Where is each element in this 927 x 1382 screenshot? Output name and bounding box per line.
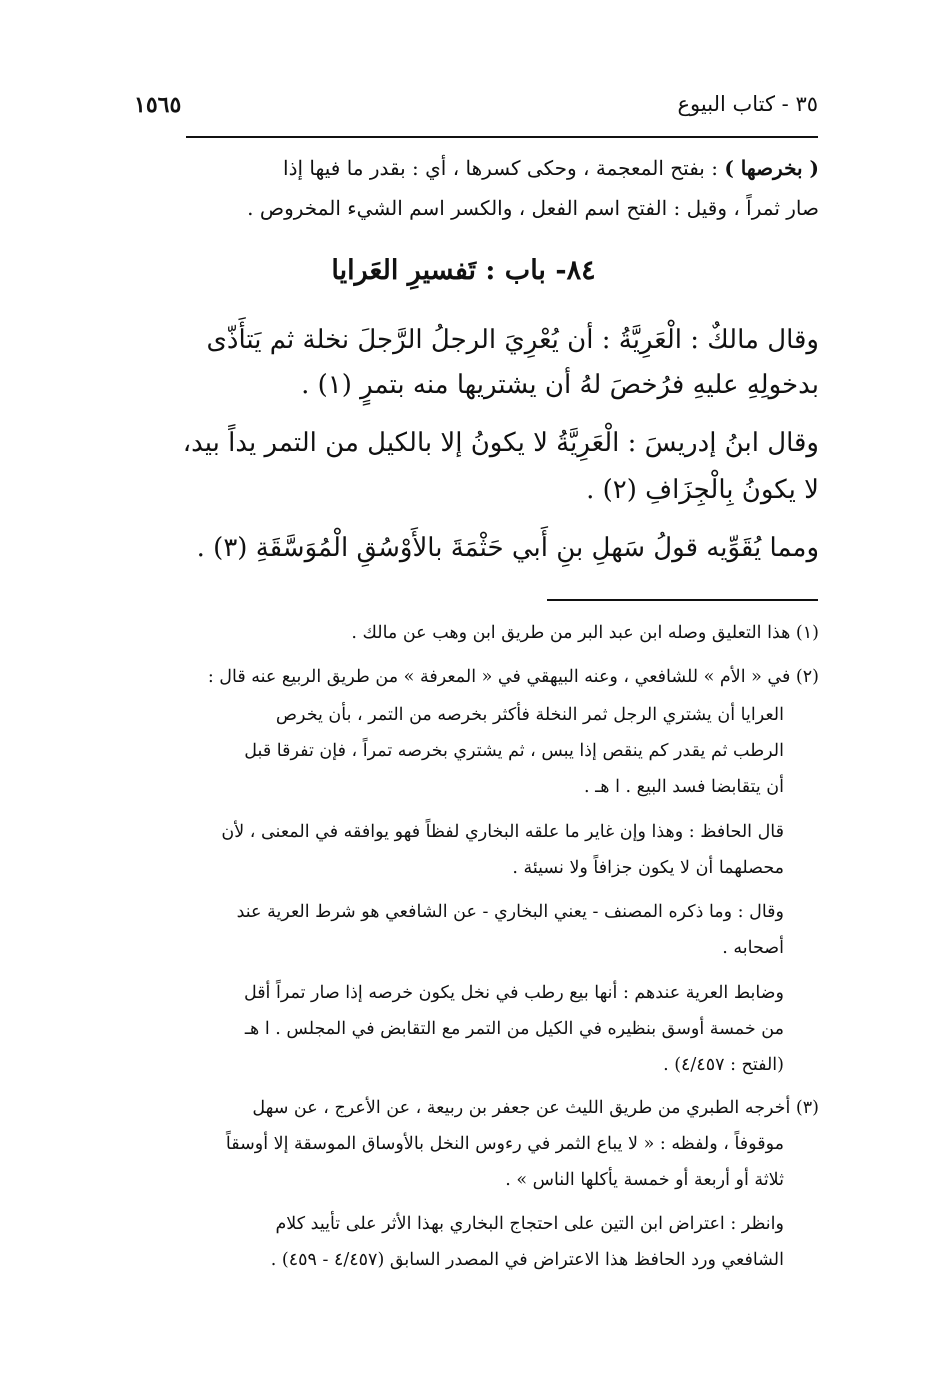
footnote-line-15: ثلاثة أو أربعة أو خمسة يأكلها الناس » .	[505, 1170, 784, 1190]
page-header	[134, 92, 818, 128]
intro-line-1	[283, 156, 819, 180]
footnote-line-10: وضابط العرية عندهم : أنها بيع رطب في نخل يكون خرصه إذا صار تمراً أقل	[243, 983, 784, 1003]
footnote-line-16: وانظر : اعتراض ابن التين على احتجاج البخاري بهذا الأثر على تأييد كلام	[275, 1214, 784, 1234]
header-rule	[186, 136, 818, 138]
footnote-line-4: الرطب ثم يقدر كم ينقص إذا يبس ، ثم يشتري بخرصه تمراً ، فإن تفرقا قبل	[244, 741, 784, 761]
footnote-line-17: الشافعي ورد الحافظ هذا الاعتراض في المصدر السابق (٤/٤٥٧ - ٤٥٩) .	[270, 1250, 784, 1270]
footnote-line-8: وقال : وما ذكره المصنف - يعني البخاري - عن الشافعي هو شرط العرية عند	[236, 902, 784, 922]
main-line-4: لا يكونُ بِالْجِزَافِ (٢) .	[586, 475, 819, 505]
footnote-line-3: العرايا أن يشتري الرجل ثمر النخلة فأكثر بخرصه من التمر ، بأن يخرص	[275, 705, 784, 725]
footnote-separator	[547, 599, 818, 601]
main-line-5: ومما يُقَوِّيه قولُ سَهلِ بنِ أَبي حَثْمَةَ بالأَوْسُقِ الْمُوَسَّقَةِ (٣) .	[196, 533, 819, 563]
page-number: ١٥٦٥	[134, 92, 182, 118]
footnote-line-6: قال الحافظ : وهذا وإن غاير ما علقه البخاري لفظاً فهو يوافقه في المعنى ، لأن	[221, 822, 784, 842]
chapter-running-title: ٣٥ - كتاب البيوع	[677, 92, 818, 116]
footnote-line-11: من خمسة أوسق بنظيره في الكيل من التمر مع التقابض في المجلس . ا هـ	[244, 1019, 784, 1039]
footnote-line-1: (١) هذا التعليق وصله ابن عبد البر من طريق ابن وهب عن مالك .	[351, 623, 819, 643]
footnote-line-14: موقوفاً ، ولفظه : « لا يباع الثمر في رءوس النخل بالأوساق الموسقة إلا أوسقاً	[225, 1134, 784, 1154]
footnote-line-13: (٣) أخرجه الطبري من طريق الليث عن جعفر بن ربيعة ، عن الأعرج ، عن سهل	[252, 1098, 819, 1118]
footnote-line-5: أن يتقابضا فسد البيع . ا هـ .	[584, 777, 784, 797]
main-line-3: وقال ابنُ إدريسَ : الْعَرِيَّةُ لا يكونُ إلا بالكيل من التمر يداً بيد،	[182, 428, 819, 458]
intro-term: ( بخرصها )	[724, 156, 819, 180]
intro-line-1-text: : بفتح المعجمة ، وحكى كسرها ، أي : بقدر ما فيها إذا	[283, 156, 725, 180]
intro-line-2: صار ثمراً ، وقيل : الفتح اسم الفعل ، والكسر اسم الشيء المخروص .	[247, 196, 819, 220]
chapter-heading: ٨٤- باب : تَفسيرِ العَرايا	[331, 255, 596, 286]
main-line-2: بدخولِهِ عليهِ فرُخصَ لهُ أن يشتريها منه بتمرٍ (١) .	[301, 370, 819, 400]
footnote-line-12: (الفتح : ٤/٤٥٧) .	[663, 1055, 784, 1075]
footnote-line-2: (٢) في « الأم » للشافعي ، وعنه البيهقي في « المعرفة » من طريق الربيع عنه قال :	[207, 667, 819, 687]
main-line-1: وقال مالكٌ : الْعَرِيَّةُ : أن يُعْرِيَ الرجلُ الرَّجلَ نخلة ثم يَتأَذّى	[206, 325, 819, 355]
footnote-line-9: أصحابه .	[722, 938, 784, 958]
footnote-line-7: محصلهما أن لا يكون جزافاً ولا نسيئة .	[512, 858, 784, 878]
